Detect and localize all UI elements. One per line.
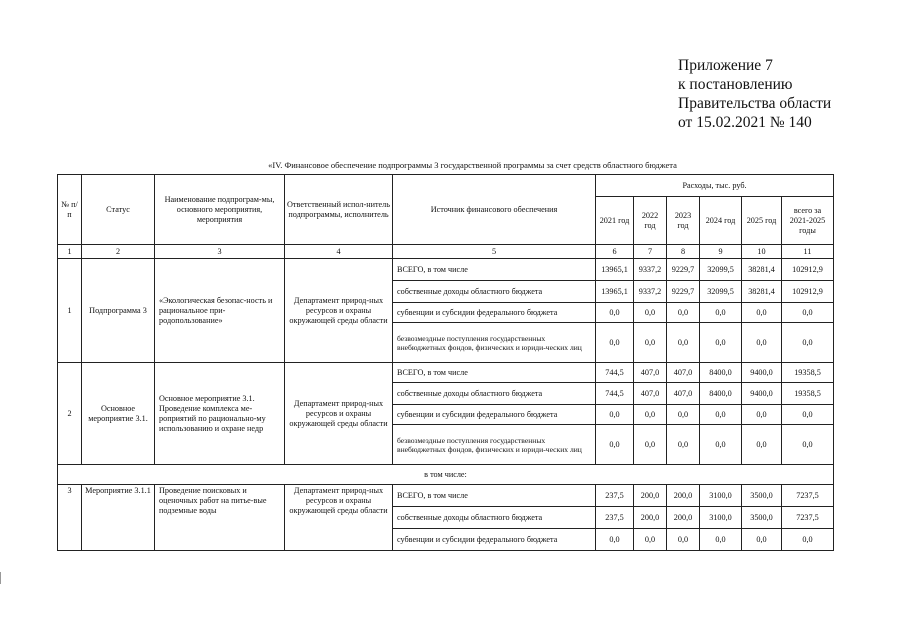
value-cell: 38281,4 [742,259,782,281]
value-cell: 200,0 [667,485,700,507]
row-responsible: Департамент природ-ных ресурсов и охраны окружающей среды области [285,485,393,551]
source-total: ВСЕГО, в том числе [393,485,596,507]
source-own: собственные доходы областного бюджета [393,281,596,303]
appendix-heading [678,56,831,132]
source-federal: субвенции и субсидии федерального бюджета [393,529,596,551]
value-cell: 8400,0 [700,363,742,383]
appendix-line: к постановлению [678,76,793,93]
value-cell: 9400,0 [742,383,782,405]
column-number: 2 [82,245,155,259]
value-cell: 0,0 [634,425,667,465]
value-cell: 0,0 [596,323,634,363]
header-year: 2024 год [700,197,742,245]
value-cell: 0,0 [596,405,634,425]
source-federal: субвенции и субсидии федерального бюджета [393,303,596,323]
value-cell: 32099,5 [700,281,742,303]
column-number: 4 [285,245,393,259]
value-cell: 407,0 [667,383,700,405]
source-total: ВСЕГО, в том числе [393,259,596,281]
row-status: Основное мероприятие 3.1. [82,363,155,465]
header-expenses: Расходы, тыс. руб. [596,175,834,197]
value-cell: 0,0 [742,323,782,363]
header-source: Источник финансового обеспечения [393,175,596,245]
including-label: в том числе: [58,465,834,485]
value-cell: 3500,0 [742,485,782,507]
value-cell: 0,0 [782,405,834,425]
value-cell: 237,5 [596,507,634,529]
row-num: 1 [58,259,82,363]
value-cell: 0,0 [782,323,834,363]
value-cell: 200,0 [667,507,700,529]
row-name: Основное мероприятие 3.1. Проведение комплекса ме-роприятий по рационально-му использованию и охране недр [155,363,285,465]
table-row [58,259,834,281]
value-cell: 0,0 [700,425,742,465]
row-num: 3 [58,485,82,551]
value-cell: 9400,0 [742,363,782,383]
value-cell: 0,0 [782,529,834,551]
value-cell: 237,5 [596,485,634,507]
header-num: № п/п [58,175,82,245]
header-year: 2023 год [667,197,700,245]
value-cell: 9229,7 [667,281,700,303]
value-cell: 7237,5 [782,507,834,529]
row-name: Проведение поисковых и оценочных работ на питье-вые подземные воды [155,485,285,551]
value-cell: 0,0 [634,405,667,425]
scan-margin-mark [0,572,5,584]
row-responsible: Департамент природ-ных ресурсов и охраны окружающей среды области [285,363,393,465]
value-cell: 9229,7 [667,259,700,281]
value-cell: 8400,0 [700,383,742,405]
value-cell: 13965,1 [596,259,634,281]
value-cell: 407,0 [634,383,667,405]
value-cell: 0,0 [700,323,742,363]
source-federal: субвенции и субсидии федерального бюджета [393,405,596,425]
row-num: 2 [58,363,82,465]
header-status: Статус [82,175,155,245]
value-cell: 0,0 [742,405,782,425]
value-cell: 0,0 [634,323,667,363]
value-cell: 744,5 [596,383,634,405]
value-cell: 744,5 [596,363,634,383]
column-number: 6 [596,245,634,259]
value-cell: 0,0 [667,405,700,425]
header-year: 2022 год [634,197,667,245]
value-cell: 407,0 [634,363,667,383]
value-cell: 3100,0 [700,485,742,507]
value-cell: 0,0 [596,529,634,551]
value-cell: 0,0 [700,303,742,323]
value-cell: 19358,5 [782,383,834,405]
header-name: Наименование подпрограм-мы, основного мероприятия, мероприятия [155,175,285,245]
value-cell: 32099,5 [700,259,742,281]
value-cell: 0,0 [700,405,742,425]
value-cell: 102912,9 [782,281,834,303]
value-cell: 3100,0 [700,507,742,529]
source-own: собственные доходы областного бюджета [393,383,596,405]
appendix-line: от 15.02.2021 № 140 [678,114,812,131]
table-row [58,485,834,507]
source-own: собственные доходы областного бюджета [393,507,596,529]
value-cell: 0,0 [742,425,782,465]
header-year: 2021 год [596,197,634,245]
value-cell: 0,0 [782,425,834,465]
table-row [58,465,834,485]
value-cell: 0,0 [596,303,634,323]
value-cell: 200,0 [634,507,667,529]
source-total: ВСЕГО, в том числе [393,363,596,383]
value-cell: 9337,2 [634,281,667,303]
column-number: 11 [782,245,834,259]
value-cell: 38281,4 [742,281,782,303]
column-number: 7 [634,245,667,259]
source-free: безвозмездные поступления государственных внебюджетных фондов, физических и юриди-ческих лиц [393,425,596,465]
header-year: 2025 год [742,197,782,245]
row-responsible: Департамент природ-ных ресурсов и охраны окружающей среды области [285,259,393,363]
section-title: «IV. Финансовое обеспечение подпрограммы 3 государственной программы за счет средств областного бюджета [268,160,677,170]
value-cell: 102912,9 [782,259,834,281]
value-cell: 3500,0 [742,507,782,529]
source-free: безвозмездные поступления государственных внебюджетных фондов, физических и юриди-ческих лиц [393,323,596,363]
value-cell: 0,0 [667,323,700,363]
value-cell: 9337,2 [634,259,667,281]
value-cell: 0,0 [667,303,700,323]
value-cell: 407,0 [667,363,700,383]
value-cell: 0,0 [596,425,634,465]
value-cell: 0,0 [742,529,782,551]
table-row [58,363,834,383]
value-cell: 0,0 [634,303,667,323]
value-cell: 19358,5 [782,363,834,383]
header-year-total: всего за 2021-2025 годы [782,197,834,245]
column-number: 1 [58,245,82,259]
column-number: 10 [742,245,782,259]
row-status: Подпрограмма 3 [82,259,155,363]
value-cell: 0,0 [700,529,742,551]
financing-table [57,174,834,551]
value-cell: 0,0 [782,303,834,323]
appendix-line: Правительства области [678,95,832,112]
column-number: 5 [393,245,596,259]
value-cell: 7237,5 [782,485,834,507]
row-status: Мероприятие 3.1.1 [82,485,155,551]
value-cell: 0,0 [742,303,782,323]
column-number: 8 [667,245,700,259]
row-name: «Экологическая безопас-ность и рациональное при-родопользование» [155,259,285,363]
column-number: 9 [700,245,742,259]
value-cell: 0,0 [634,529,667,551]
value-cell: 0,0 [667,529,700,551]
column-number: 3 [155,245,285,259]
value-cell: 13965,1 [596,281,634,303]
appendix-line: Приложение 7 [678,57,773,74]
value-cell: 200,0 [634,485,667,507]
value-cell: 0,0 [667,425,700,465]
header-responsible: Ответственный испол-нитель подпрограммы, исполнитель [285,175,393,245]
